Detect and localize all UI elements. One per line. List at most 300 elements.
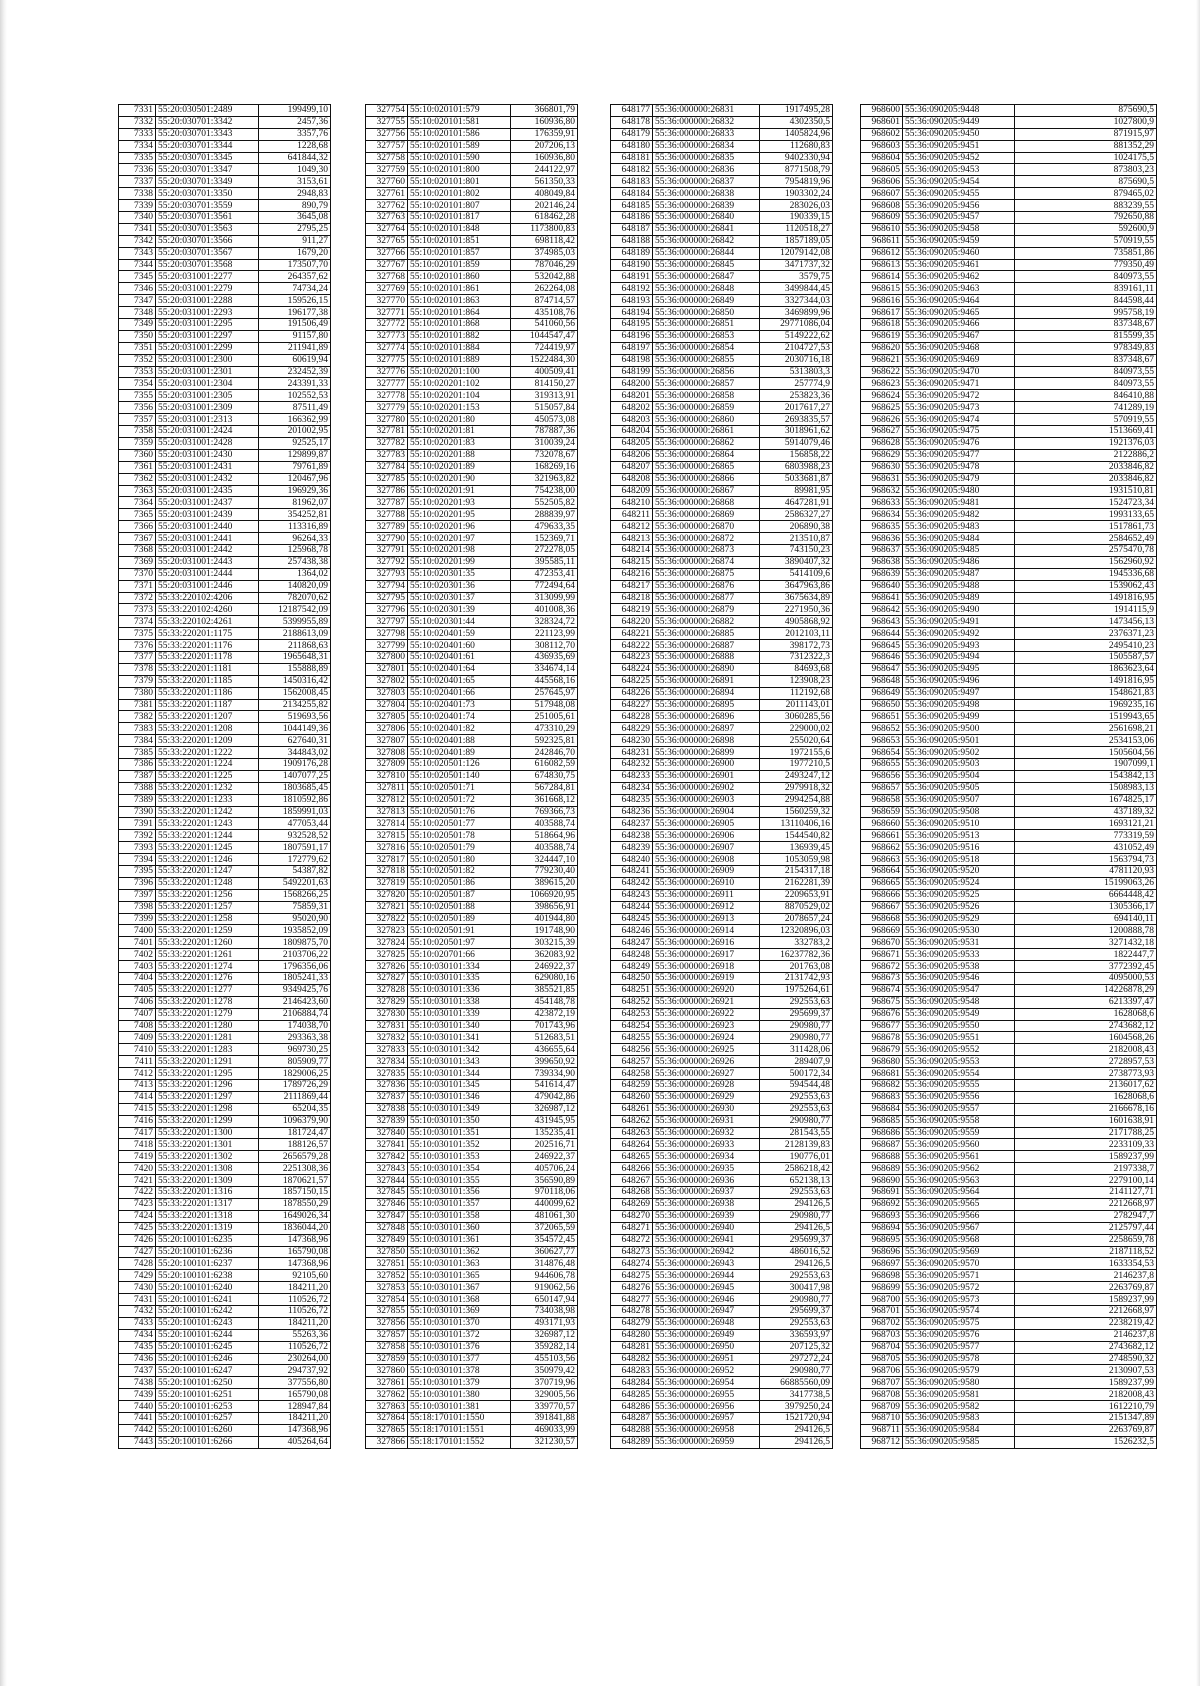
cadastral-number-cell: 55:10:020101:848 [408, 223, 511, 235]
row-number-cell: 648232 [611, 758, 653, 770]
cadastral-value-cell: 1903302,24 [760, 188, 833, 200]
table-row [119, 806, 331, 818]
row-number-cell: 968615 [861, 283, 903, 295]
cadastral-value-cell: 123908,23 [760, 675, 833, 687]
row-number-cell: 968705 [861, 1353, 903, 1365]
table-row [861, 1044, 1157, 1056]
table-row [861, 830, 1157, 842]
cadastral-number-cell: 55:20:031001:2293 [156, 307, 259, 319]
cadastral-value-cell: 911,27 [259, 235, 331, 247]
table-row [861, 1389, 1157, 1401]
cadastral-number-cell: 55:36:000000:26926 [653, 1056, 760, 1068]
table-row [119, 925, 331, 937]
table-row [861, 307, 1157, 319]
row-number-cell: 968616 [861, 295, 903, 307]
cadastral-number-cell: 55:20:030701:3561 [156, 212, 259, 224]
cadastral-number-cell: 55:36:090205:9557 [903, 1103, 1015, 1115]
cadastral-value-cell: 213510,87 [760, 533, 833, 545]
cadastral-number-cell: 55:33:220201:1299 [156, 1115, 259, 1127]
cadastral-number-cell: 55:36:090205:9494 [903, 651, 1015, 663]
cadastral-value-cell: 398172,73 [760, 640, 833, 652]
cadastral-number-cell: 55:36:000000:26905 [653, 818, 760, 830]
cadastral-number-cell: 55:18:170101:1550 [408, 1412, 511, 1424]
table-row [861, 544, 1157, 556]
table-row [366, 1091, 578, 1103]
cadastral-value-cell: 159526,15 [259, 295, 331, 307]
row-number-cell: 968650 [861, 699, 903, 711]
cadastral-value-cell: 479042,86 [511, 1091, 578, 1103]
row-number-cell: 327810 [366, 770, 408, 782]
cadastral-value-cell: 995758,19 [1015, 307, 1157, 319]
cadastral-value-cell: 1836044,20 [259, 1222, 331, 1234]
cadastral-value-cell: 311428,06 [760, 1044, 833, 1056]
table-row [119, 1436, 331, 1448]
cadastral-value-cell: 1053059,98 [760, 854, 833, 866]
row-number-cell: 968671 [861, 949, 903, 961]
cadastral-value-cell: 3979250,24 [760, 1401, 833, 1413]
row-number-cell: 648222 [611, 640, 653, 652]
cadastral-number-cell: 55:36:000000:26910 [653, 877, 760, 889]
cadastral-value-cell: 2457,36 [259, 116, 331, 128]
row-number-cell: 327811 [366, 782, 408, 794]
row-number-cell: 327833 [366, 1044, 408, 1056]
cadastral-value-cell: 469033,99 [511, 1424, 578, 1436]
row-number-cell: 7398 [119, 901, 156, 913]
cadastral-value-cell: 294126,5 [760, 1424, 833, 1436]
cadastral-value-cell: 2979918,32 [760, 782, 833, 794]
cadastral-value-cell: 519693,56 [259, 711, 331, 723]
cadastral-number-cell: 55:36:000000:26956 [653, 1401, 760, 1413]
cadastral-value-cell: 493171,93 [511, 1317, 578, 1329]
table-row [861, 271, 1157, 283]
table-row [861, 247, 1157, 259]
row-number-cell: 648239 [611, 842, 653, 854]
row-number-cell: 968619 [861, 330, 903, 342]
table-row [861, 1187, 1157, 1199]
cadastral-number-cell: 55:10:030101:365 [408, 1270, 511, 1282]
cadastral-number-cell: 55:36:000000:26954 [653, 1377, 760, 1389]
cadastral-number-cell: 55:36:090205:9531 [903, 937, 1015, 949]
cadastral-value-cell: 435108,76 [511, 307, 578, 319]
cadastral-number-cell: 55:33:220201:1316 [156, 1187, 259, 1199]
row-number-cell: 968649 [861, 687, 903, 699]
cadastral-value-cell: 1519943,65 [1015, 711, 1157, 723]
row-number-cell: 968627 [861, 426, 903, 438]
register-table [610, 104, 833, 1449]
row-number-cell: 968704 [861, 1341, 903, 1353]
row-number-cell: 7332 [119, 116, 156, 128]
cadastral-value-cell: 2182008,43 [1015, 1044, 1157, 1056]
table-row [611, 449, 833, 461]
table-row [366, 1294, 578, 1306]
row-number-cell: 7352 [119, 354, 156, 366]
cadastral-value-cell: 787046,29 [511, 259, 578, 271]
cadastral-value-cell: 295699,37 [760, 1305, 833, 1317]
row-number-cell: 327830 [366, 1008, 408, 1020]
table-row [861, 342, 1157, 354]
row-number-cell: 968626 [861, 414, 903, 426]
cadastral-value-cell: 652138,13 [760, 1175, 833, 1187]
row-number-cell: 327803 [366, 687, 408, 699]
cadastral-value-cell: 724419,97 [511, 342, 578, 354]
table-row [119, 1294, 331, 1306]
cadastral-number-cell: 55:36:090205:9457 [903, 212, 1015, 224]
cadastral-number-cell: 55:10:020501:88 [408, 901, 511, 913]
cadastral-value-cell: 12187542,09 [259, 604, 331, 616]
table-row [861, 949, 1157, 961]
cadastral-number-cell: 55:10:020401:61 [408, 651, 511, 663]
row-number-cell: 7367 [119, 533, 156, 545]
row-number-cell: 648263 [611, 1127, 653, 1139]
cadastral-number-cell: 55:10:020301:36 [408, 580, 511, 592]
row-number-cell: 7361 [119, 461, 156, 473]
row-number-cell: 7349 [119, 319, 156, 331]
cadastral-value-cell: 1543842,13 [1015, 770, 1157, 782]
row-number-cell: 327812 [366, 794, 408, 806]
table-row [119, 973, 331, 985]
cadastral-number-cell: 55:20:030701:3568 [156, 259, 259, 271]
cadastral-number-cell: 55:10:020201:91 [408, 485, 511, 497]
row-number-cell: 327792 [366, 556, 408, 568]
table-row [861, 223, 1157, 235]
row-number-cell: 968667 [861, 901, 903, 913]
cadastral-value-cell: 629080,16 [511, 973, 578, 985]
cadastral-value-cell: 919062,56 [511, 1282, 578, 1294]
row-number-cell: 7333 [119, 128, 156, 140]
table-row [861, 842, 1157, 854]
row-number-cell: 648256 [611, 1044, 653, 1056]
table-row [861, 1080, 1157, 1092]
cadastral-value-cell: 481061,30 [511, 1210, 578, 1222]
cadastral-number-cell: 55:36:000000:26873 [653, 544, 760, 556]
table-row [119, 473, 331, 485]
cadastral-number-cell: 55:20:031001:2424 [156, 426, 259, 438]
row-number-cell: 968617 [861, 307, 903, 319]
row-number-cell: 648249 [611, 961, 653, 973]
table-row [861, 1329, 1157, 1341]
cadastral-value-cell: 875690,5 [1015, 176, 1157, 188]
table-row [366, 592, 578, 604]
cadastral-number-cell: 55:36:000000:26877 [653, 592, 760, 604]
cadastral-number-cell: 55:33:220201:1224 [156, 758, 259, 770]
cadastral-number-cell: 55:10:020501:72 [408, 794, 511, 806]
cadastral-number-cell: 55:20:031001:2441 [156, 533, 259, 545]
table-row [366, 414, 578, 426]
row-number-cell: 648274 [611, 1258, 653, 1270]
cadastral-value-cell: 1562008,45 [259, 687, 331, 699]
cadastral-number-cell: 55:10:030101:352 [408, 1139, 511, 1151]
cadastral-number-cell: 55:10:030101:354 [408, 1163, 511, 1175]
cadastral-number-cell: 55:36:090205:9467 [903, 330, 1015, 342]
cadastral-number-cell: 55:10:020301:44 [408, 616, 511, 628]
row-number-cell: 968675 [861, 996, 903, 1008]
cadastral-value-cell: 377556,80 [259, 1377, 331, 1389]
cadastral-value-cell: 401008,36 [511, 604, 578, 616]
row-number-cell: 648203 [611, 414, 653, 426]
cadastral-value-cell: 805909,77 [259, 1056, 331, 1068]
cadastral-value-cell: 1228,68 [259, 140, 331, 152]
table-row [611, 925, 833, 937]
table-row [366, 842, 578, 854]
cadastral-value-cell: 190339,15 [760, 212, 833, 224]
row-number-cell: 648200 [611, 378, 653, 390]
cadastral-number-cell: 55:10:020101:579 [408, 105, 511, 117]
cadastral-number-cell: 55:36:090205:9483 [903, 521, 1015, 533]
cadastral-number-cell: 55:10:020201:95 [408, 509, 511, 521]
register-table [118, 104, 331, 1449]
table-row [861, 1210, 1157, 1222]
cadastral-number-cell: 55:10:020101:800 [408, 164, 511, 176]
cadastral-value-cell: 1822447,7 [1015, 949, 1157, 961]
cadastral-number-cell: 55:10:020201:104 [408, 390, 511, 402]
cadastral-number-cell: 55:36:090205:9516 [903, 842, 1015, 854]
cadastral-number-cell: 55:36:090205:9520 [903, 866, 1015, 878]
cadastral-number-cell: 55:33:220201:1245 [156, 842, 259, 854]
row-number-cell: 648227 [611, 699, 653, 711]
row-number-cell: 327758 [366, 152, 408, 164]
table-row [611, 616, 833, 628]
row-number-cell: 968606 [861, 176, 903, 188]
table-row [366, 378, 578, 390]
cadastral-number-cell: 55:36:000000:26853 [653, 330, 760, 342]
table-row [611, 1198, 833, 1210]
table-row [119, 663, 331, 675]
cadastral-number-cell: 55:36:090205:9501 [903, 735, 1015, 747]
table-row [366, 675, 578, 687]
cadastral-number-cell: 55:36:090205:9490 [903, 604, 1015, 616]
row-number-cell: 968651 [861, 711, 903, 723]
cadastral-number-cell: 55:10:020301:37 [408, 592, 511, 604]
table-row [366, 473, 578, 485]
cadastral-value-cell: 879465,02 [1015, 188, 1157, 200]
table-row [366, 663, 578, 675]
cadastral-value-cell: 313099,99 [511, 592, 578, 604]
cadastral-value-cell: 472353,41 [511, 568, 578, 580]
row-number-cell: 648208 [611, 473, 653, 485]
cadastral-value-cell: 91157,80 [259, 330, 331, 342]
cadastral-number-cell: 55:33:220102:4206 [156, 592, 259, 604]
cadastral-value-cell: 1931510,81 [1015, 485, 1157, 497]
cadastral-value-cell: 66885560,09 [760, 1377, 833, 1389]
table-row [611, 1353, 833, 1365]
cadastral-number-cell: 55:33:220201:1256 [156, 889, 259, 901]
table-row [119, 604, 331, 616]
cadastral-value-cell: 405706,24 [511, 1163, 578, 1175]
cadastral-value-cell: 4302350,5 [760, 116, 833, 128]
cadastral-value-cell: 334674,14 [511, 663, 578, 675]
cadastral-value-cell: 156858,22 [760, 449, 833, 461]
table-row [366, 1377, 578, 1389]
cadastral-number-cell: 55:36:090205:9551 [903, 1032, 1015, 1044]
cadastral-number-cell: 55:10:030101:349 [408, 1103, 511, 1115]
cadastral-number-cell: 55:10:020501:82 [408, 866, 511, 878]
cadastral-number-cell: 55:10:020101:863 [408, 295, 511, 307]
cadastral-number-cell: 55:36:090205:9568 [903, 1234, 1015, 1246]
row-number-cell: 968630 [861, 461, 903, 473]
cadastral-value-cell: 873803,23 [1015, 164, 1157, 176]
row-number-cell: 7431 [119, 1294, 156, 1306]
table-row [366, 271, 578, 283]
cadastral-number-cell: 55:36:000000:26857 [653, 378, 760, 390]
cadastral-value-cell: 1364,02 [259, 568, 331, 580]
cadastral-value-cell: 303215,39 [511, 937, 578, 949]
cadastral-value-cell: 110526,72 [259, 1305, 331, 1317]
cadastral-value-cell: 570919,55 [1015, 235, 1157, 247]
table-row [611, 580, 833, 592]
cadastral-number-cell: 55:20:031001:2295 [156, 319, 259, 331]
row-number-cell: 648255 [611, 1032, 653, 1044]
row-number-cell: 327851 [366, 1258, 408, 1270]
table-row [611, 651, 833, 663]
table-row [366, 449, 578, 461]
cadastral-number-cell: 55:33:220201:1281 [156, 1032, 259, 1044]
cadastral-number-cell: 55:36:000000:26850 [653, 307, 760, 319]
cadastral-number-cell: 55:10:030101:346 [408, 1091, 511, 1103]
cadastral-number-cell: 55:36:090205:9474 [903, 414, 1015, 426]
cadastral-value-cell: 290980,77 [760, 1020, 833, 1032]
table-row [861, 366, 1157, 378]
cadastral-number-cell: 55:36:090205:9498 [903, 699, 1015, 711]
cadastral-value-cell: 698118,42 [511, 235, 578, 247]
table-row [611, 1127, 833, 1139]
table-row [119, 1127, 331, 1139]
cadastral-number-cell: 55:33:220201:1247 [156, 866, 259, 878]
table-row [366, 366, 578, 378]
cadastral-number-cell: 55:20:030501:2489 [156, 105, 259, 117]
cadastral-value-cell: 846410,88 [1015, 390, 1157, 402]
row-number-cell: 968664 [861, 866, 903, 878]
cadastral-number-cell: 55:20:100101:6253 [156, 1401, 259, 1413]
cadastral-number-cell: 55:36:000000:26914 [653, 925, 760, 937]
row-number-cell: 327858 [366, 1341, 408, 1353]
cadastral-number-cell: 55:10:030101:338 [408, 996, 511, 1008]
row-number-cell: 648181 [611, 152, 653, 164]
row-number-cell: 327859 [366, 1353, 408, 1365]
table-row [119, 1187, 331, 1199]
register-table-body [119, 105, 331, 1449]
table-row [366, 1436, 578, 1448]
table-row [611, 330, 833, 342]
row-number-cell: 327773 [366, 330, 408, 342]
cadastral-value-cell: 5414109,6 [760, 568, 833, 580]
cadastral-value-cell: 328324,72 [511, 616, 578, 628]
cadastral-value-cell: 627640,31 [259, 735, 331, 747]
table-row [366, 1151, 578, 1163]
table-row [861, 747, 1157, 759]
cadastral-value-cell: 477053,44 [259, 818, 331, 830]
cadastral-number-cell: 55:36:000000:26888 [653, 651, 760, 663]
row-number-cell: 648245 [611, 913, 653, 925]
row-number-cell: 327764 [366, 223, 408, 235]
table-row [611, 342, 833, 354]
row-number-cell: 327763 [366, 212, 408, 224]
table-row [861, 1008, 1157, 1020]
cadastral-value-cell: 2212668,97 [1015, 1305, 1157, 1317]
row-number-cell: 327769 [366, 283, 408, 295]
row-number-cell: 648231 [611, 747, 653, 759]
row-number-cell: 7374 [119, 616, 156, 628]
row-number-cell: 7351 [119, 342, 156, 354]
cadastral-number-cell: 55:36:000000:26896 [653, 711, 760, 723]
row-number-cell: 648187 [611, 223, 653, 235]
table-row [611, 1282, 833, 1294]
cadastral-value-cell: 292553,63 [760, 1270, 833, 1282]
cadastral-value-cell: 14226878,29 [1015, 984, 1157, 996]
table-row [611, 901, 833, 913]
table-row [119, 1103, 331, 1115]
cadastral-value-cell: 2128139,83 [760, 1139, 833, 1151]
table-row [861, 1317, 1157, 1329]
cadastral-value-cell: 1450316,42 [259, 675, 331, 687]
table-row [611, 1365, 833, 1377]
cadastral-number-cell: 55:36:000000:26835 [653, 152, 760, 164]
row-number-cell: 968607 [861, 188, 903, 200]
cadastral-number-cell: 55:36:090205:9496 [903, 675, 1015, 687]
cadastral-value-cell: 293363,38 [259, 1032, 331, 1044]
row-number-cell: 7387 [119, 770, 156, 782]
cadastral-number-cell: 55:36:090205:9449 [903, 116, 1015, 128]
cadastral-number-cell: 55:20:031001:2442 [156, 544, 259, 556]
row-number-cell: 7375 [119, 628, 156, 640]
cadastral-number-cell: 55:20:030701:3567 [156, 247, 259, 259]
row-number-cell: 327787 [366, 497, 408, 509]
cadastral-number-cell: 55:36:090205:9510 [903, 818, 1015, 830]
table-row [366, 556, 578, 568]
row-number-cell: 648259 [611, 1080, 653, 1092]
cadastral-number-cell: 55:36:090205:9556 [903, 1091, 1015, 1103]
row-number-cell: 648197 [611, 342, 653, 354]
table-row [861, 1222, 1157, 1234]
cadastral-value-cell: 326987,12 [511, 1103, 578, 1115]
table-row [366, 1115, 578, 1127]
cadastral-value-cell: 517948,08 [511, 699, 578, 711]
table-row [611, 818, 833, 830]
table-row [366, 485, 578, 497]
cadastral-number-cell: 55:10:020101:884 [408, 342, 511, 354]
cadastral-number-cell: 55:10:030101:334 [408, 961, 511, 973]
row-number-cell: 968693 [861, 1210, 903, 1222]
table-row [366, 735, 578, 747]
table-row [611, 1401, 833, 1413]
cadastral-value-cell: 102552,53 [259, 390, 331, 402]
cadastral-value-cell: 2146237,8 [1015, 1270, 1157, 1282]
cadastral-value-cell: 455103,56 [511, 1353, 578, 1365]
cadastral-number-cell: 55:10:030101:378 [408, 1365, 511, 1377]
row-number-cell: 327788 [366, 509, 408, 521]
table-row [119, 354, 331, 366]
row-number-cell: 648199 [611, 366, 653, 378]
cadastral-value-cell: 844598,44 [1015, 295, 1157, 307]
row-number-cell: 327853 [366, 1282, 408, 1294]
row-number-cell: 7434 [119, 1329, 156, 1341]
row-number-cell: 648226 [611, 687, 653, 699]
table-row [119, 1389, 331, 1401]
cadastral-number-cell: 55:10:020101:807 [408, 200, 511, 212]
row-number-cell: 648261 [611, 1103, 653, 1115]
cadastral-number-cell: 55:36:000000:26917 [653, 949, 760, 961]
cadastral-number-cell: 55:36:090205:9455 [903, 188, 1015, 200]
cadastral-value-cell: 1807591,17 [259, 842, 331, 854]
cadastral-value-cell: 290980,77 [760, 1210, 833, 1222]
row-number-cell: 968633 [861, 497, 903, 509]
row-number-cell: 648236 [611, 806, 653, 818]
row-number-cell: 968687 [861, 1139, 903, 1151]
table-row [366, 568, 578, 580]
row-number-cell: 968656 [861, 770, 903, 782]
row-number-cell: 968632 [861, 485, 903, 497]
table-row [861, 866, 1157, 878]
table-row [611, 164, 833, 176]
